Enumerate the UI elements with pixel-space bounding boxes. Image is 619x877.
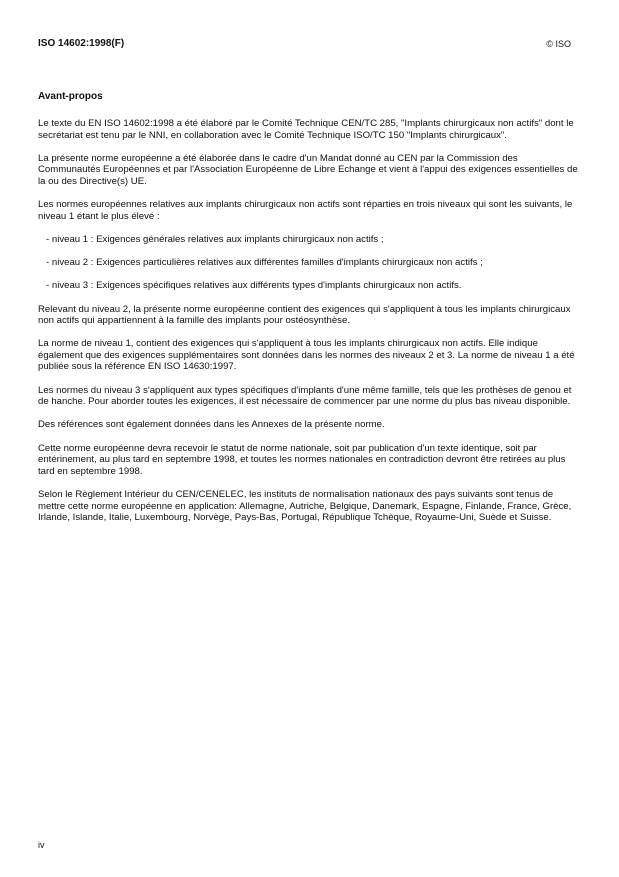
copyright-notice: © ISO (546, 39, 571, 49)
page-number: iv (38, 840, 45, 850)
section-heading: Avant-propos (38, 91, 103, 102)
paragraph: La norme de niveau 1, contient des exigences qui s'appliquent à tous les implants chirurgicaux non actifs. Elle indique également que des exigences supplémentaires sont données dans les normes des niveaux 2 et 3. La norme de niveau 1 a été publiée sous la référence EN ISO 14630:1997. (38, 338, 575, 373)
paragraph: Cette norme européenne devra recevoir le statut de norme nationale, soit par publication d'un texte identique, soit par entérinement, au plus tard en septembre 1998, et toutes les normes nationales en contradiction devront être retirées au plus tard en septembre 1998. (38, 442, 566, 477)
list-item: - niveau 1 : Exigences générales relatives aux implants chirurgicaux non actifs ; (46, 233, 384, 245)
list-item: - niveau 3 : Exigences spécifiques relatives aux différents types d'implants chirurgicaux non actifs. (46, 280, 462, 292)
paragraph: Des références sont également données dans les Annexes de la présente norme. (38, 419, 385, 431)
document-id: ISO 14602:1998(F) (38, 38, 125, 49)
paragraph: La présente norme européenne a été élaborée dans le cadre d'un Mandat donné au CEN par la Commission des Communautés Européennes et par l'Association Européenne de Libre Echange et vient à l'appui des exigences essentielles de la ou des Directive(s) UE. (38, 152, 578, 187)
list-item: - niveau 2 : Exigences particulières relatives aux différentes familles d'implants chirurgicaux non actifs ; (46, 257, 483, 269)
paragraph: Selon le Règlement Intérieur du CEN/CENELEC, les instituts de normalisation nationaux des pays suivants sont tenus de mettre cette norme européenne en application: Allemagne, Autriche, Belgique, Danemark, Espagne, Finlande, France, Grèce, Irlande, Islande, Italie, Luxembourg, Norvège, Pays-Bas, Portugal, République Tchèque, Royaume-Uni, Suède et Suisse. (38, 489, 572, 524)
foreword-body (38, 118, 578, 535)
paragraph: Les normes européennes relatives aux implants chirurgicaux non actifs sont réparties en trois niveaux qui sont les suivants, le niveau 1 étant le plus élevé : (38, 199, 573, 222)
paragraph: Le texte du EN ISO 14602:1998 a été élaboré par le Comité Technique CEN/TC 285, "Implants chirurgicaux non actifs" dont le secrétariat est tenu par le NNI, en collaboration avec le Comité Technique ISO/TC 150 "Implants chirurgicaux". (38, 118, 574, 141)
paragraph: Les normes du niveau 3 s'appliquent aux types spécifiques d'implants d'une même famille, tels que les prothèses de genou et de hanche. Pour aborder toutes les exigences, il est nécessaire de commencer par une norme du plus bas niveau disponible. (38, 384, 572, 408)
paragraph: Relevant du niveau 2, la présente norme européenne contient des exigences qui s'appliquent à tous les implants chirurgicaux non actifs qui appartiennent à la famille des implants pour ostéosynthèse. (38, 303, 571, 327)
